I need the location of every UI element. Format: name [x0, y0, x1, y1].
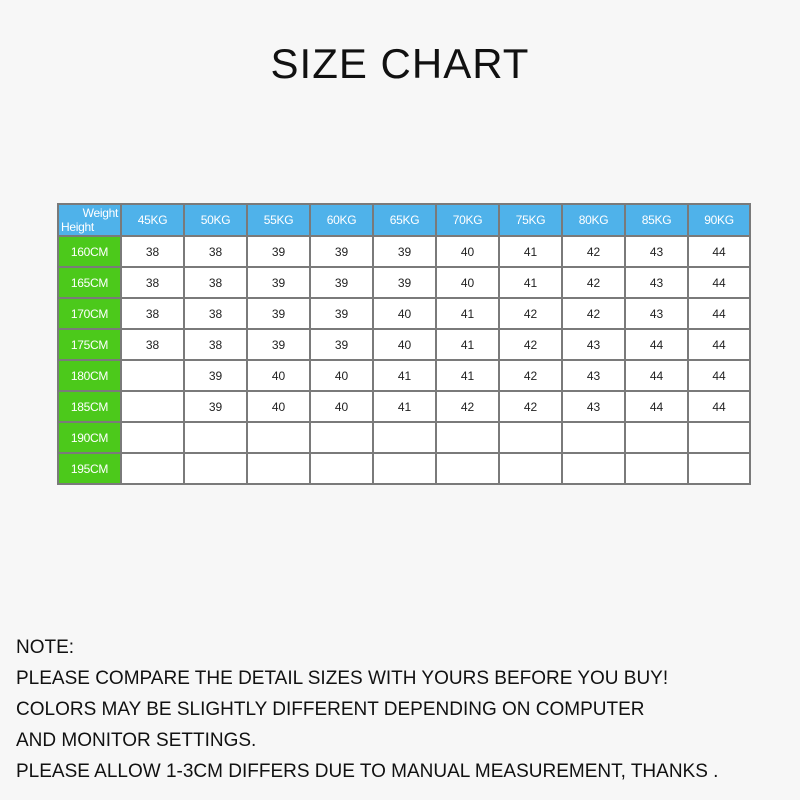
size-cell: [121, 422, 184, 453]
size-cell: 38: [184, 298, 247, 329]
size-cell: 38: [121, 298, 184, 329]
size-cell: [247, 422, 310, 453]
size-cell: 40: [310, 391, 373, 422]
size-cell: 41: [499, 267, 562, 298]
size-cell: 41: [373, 360, 436, 391]
weight-header-cell: 50KG: [184, 204, 247, 236]
notes-section: [16, 632, 718, 787]
size-table-body: [58, 236, 750, 484]
size-cell: 38: [184, 267, 247, 298]
height-row-header: 190CM: [58, 422, 121, 453]
size-cell: [625, 453, 688, 484]
height-row-header: 185CM: [58, 391, 121, 422]
size-cell: 43: [625, 236, 688, 267]
size-cell: 39: [184, 360, 247, 391]
weight-header-cell: 90KG: [688, 204, 750, 236]
table-row: [58, 329, 750, 360]
table-corner-cell: [58, 204, 121, 236]
note-heading: NOTE:: [16, 637, 75, 658]
size-cell: 42: [499, 298, 562, 329]
size-cell: 43: [562, 391, 625, 422]
table-row: [58, 298, 750, 329]
size-cell: [121, 360, 184, 391]
size-cell: [247, 453, 310, 484]
size-cell: 42: [499, 329, 562, 360]
size-cell: 44: [688, 391, 750, 422]
size-cell: 41: [436, 360, 499, 391]
size-cell: [121, 391, 184, 422]
weight-header-cell: 70KG: [436, 204, 499, 236]
size-cell: 42: [499, 360, 562, 391]
size-cell: [562, 422, 625, 453]
size-cell: 44: [688, 236, 750, 267]
size-cell: [184, 422, 247, 453]
size-cell: [373, 422, 436, 453]
size-chart-table: [57, 203, 751, 485]
size-cell: 38: [184, 329, 247, 360]
size-cell: 43: [562, 360, 625, 391]
size-cell: 43: [625, 267, 688, 298]
size-cell: 40: [373, 298, 436, 329]
size-cell: 43: [625, 298, 688, 329]
size-cell: 39: [373, 236, 436, 267]
weight-header-cell: 55KG: [247, 204, 310, 236]
height-row-header: 180CM: [58, 360, 121, 391]
size-cell: 44: [688, 360, 750, 391]
size-cell: 43: [562, 329, 625, 360]
size-cell: [499, 422, 562, 453]
weight-header-cell: 80KG: [562, 204, 625, 236]
size-cell: 38: [121, 329, 184, 360]
size-cell: 40: [247, 360, 310, 391]
note-line: COLORS MAY BE SLIGHTLY DIFFERENT DEPENDING ON COMPUTER: [16, 699, 645, 720]
size-cell: 42: [499, 391, 562, 422]
size-cell: [184, 453, 247, 484]
size-cell: 42: [562, 267, 625, 298]
size-cell: 41: [436, 329, 499, 360]
height-row-header: 170CM: [58, 298, 121, 329]
size-cell: 39: [310, 329, 373, 360]
size-cell: 41: [436, 298, 499, 329]
size-cell: 44: [688, 329, 750, 360]
size-cell: 41: [373, 391, 436, 422]
size-cell: 44: [688, 298, 750, 329]
size-cell: 42: [436, 391, 499, 422]
size-cell: 39: [310, 298, 373, 329]
table-row: [58, 391, 750, 422]
size-cell: [310, 453, 373, 484]
size-cell: [310, 422, 373, 453]
size-cell: 41: [499, 236, 562, 267]
table-row: [58, 453, 750, 484]
size-cell: [436, 453, 499, 484]
size-cell: [373, 453, 436, 484]
size-cell: [121, 453, 184, 484]
height-row-header: 165CM: [58, 267, 121, 298]
note-line: PLEASE ALLOW 1-3CM DIFFERS DUE TO MANUAL MEASUREMENT, THANKS .: [16, 761, 719, 782]
size-cell: 38: [121, 267, 184, 298]
weight-header-cell: 60KG: [310, 204, 373, 236]
size-cell: 39: [247, 236, 310, 267]
height-row-header: 175CM: [58, 329, 121, 360]
height-row-header: 195CM: [58, 453, 121, 484]
height-row-header: 160CM: [58, 236, 121, 267]
size-cell: 38: [121, 236, 184, 267]
weight-header-cell: 75KG: [499, 204, 562, 236]
size-cell: 42: [562, 298, 625, 329]
size-cell: 44: [625, 329, 688, 360]
size-cell: 44: [688, 267, 750, 298]
size-cell: 40: [436, 267, 499, 298]
size-cell: 38: [184, 236, 247, 267]
weight-header-cell: 65KG: [373, 204, 436, 236]
note-line: PLEASE COMPARE THE DETAIL SIZES WITH YOURS BEFORE YOU BUY!: [16, 668, 669, 689]
size-cell: [625, 422, 688, 453]
size-cell: 44: [625, 391, 688, 422]
size-cell: 42: [562, 236, 625, 267]
weight-header-row: [58, 204, 750, 236]
size-cell: 39: [373, 267, 436, 298]
size-cell: 44: [625, 360, 688, 391]
size-cell: 39: [247, 298, 310, 329]
weight-header-cell: 45KG: [121, 204, 184, 236]
size-cell: [436, 422, 499, 453]
weight-header-cell: 85KG: [625, 204, 688, 236]
table-row: [58, 267, 750, 298]
weight-axis-label: Weight: [82, 206, 118, 220]
height-axis-label: Height: [61, 220, 94, 234]
size-cell: 40: [436, 236, 499, 267]
size-cell: 39: [247, 329, 310, 360]
size-cell: 40: [247, 391, 310, 422]
size-cell: [562, 453, 625, 484]
size-cell: [688, 453, 750, 484]
note-line: AND MONITOR SETTINGS.: [16, 730, 257, 751]
size-cell: 40: [373, 329, 436, 360]
size-cell: 39: [310, 267, 373, 298]
size-cell: 39: [184, 391, 247, 422]
table-row: [58, 422, 750, 453]
size-cell: 39: [310, 236, 373, 267]
size-cell: [688, 422, 750, 453]
size-cell: [499, 453, 562, 484]
size-cell: 40: [310, 360, 373, 391]
page-title: SIZE CHART: [270, 40, 530, 87]
table-row: [58, 360, 750, 391]
table-row: [58, 236, 750, 267]
size-cell: 39: [247, 267, 310, 298]
